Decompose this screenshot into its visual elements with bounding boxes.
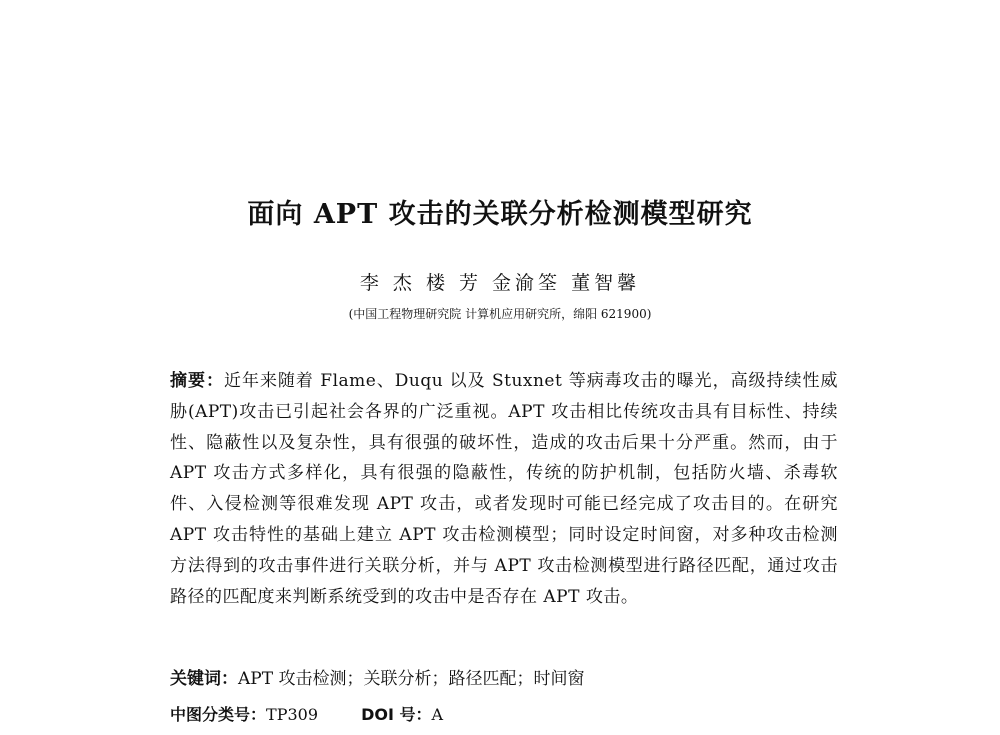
abstract-label: 摘要：: [170, 371, 224, 391]
classification-label: 中图分类号：: [170, 705, 267, 724]
classification-value: TP309: [266, 705, 318, 724]
abstract-text: 近年来随着 Flame、Duqu 以及 Stuxnet 等病毒攻击的曝光，高级持续性威胁(APT)攻击已引起社会各界的广泛重视。APT 攻击相比传统攻击具有目标性、持续性、隐蔽性以及复杂性，具有很强的破坏性，造成的攻击后果十分严重。然而，由于 APT 攻击方式多样化，具有很强的隐蔽性，传统的防护机制，包括防火墙、杀毒软件、入侵检测等很难发现 APT 攻击，或者发现时可能已经完成了攻击目的。在研究 APT 攻击特性的基础上建立 APT 攻击检测模型；同时设定时间窗，对多种攻击检测方法得到的攻击事件进行关联分析，并与 APT 攻击检测模型进行路径匹配，通过攻击路径的匹配度来判断系统受到的攻击中是否存在 APT 攻击。: [170, 371, 839, 607]
keywords-label: 关键词：: [170, 669, 238, 689]
doi-value: A: [431, 705, 444, 724]
author-list: 李 杰 楼 芳 金渝筌 董智馨: [359, 272, 641, 294]
abstract: [170, 366, 838, 612]
keywords-text: APT 攻击检测；关联分析；路径匹配；时间窗: [238, 669, 585, 689]
paper-title: 面向 APT 攻击的关联分析检测模型研究: [247, 199, 753, 230]
affiliation: (中国工程物理研究院 计算机应用研究所，绵阳 621900): [348, 307, 652, 321]
keywords: [170, 664, 584, 689]
doi-label: DOI 号：: [361, 705, 432, 724]
classification-line: [170, 702, 443, 725]
